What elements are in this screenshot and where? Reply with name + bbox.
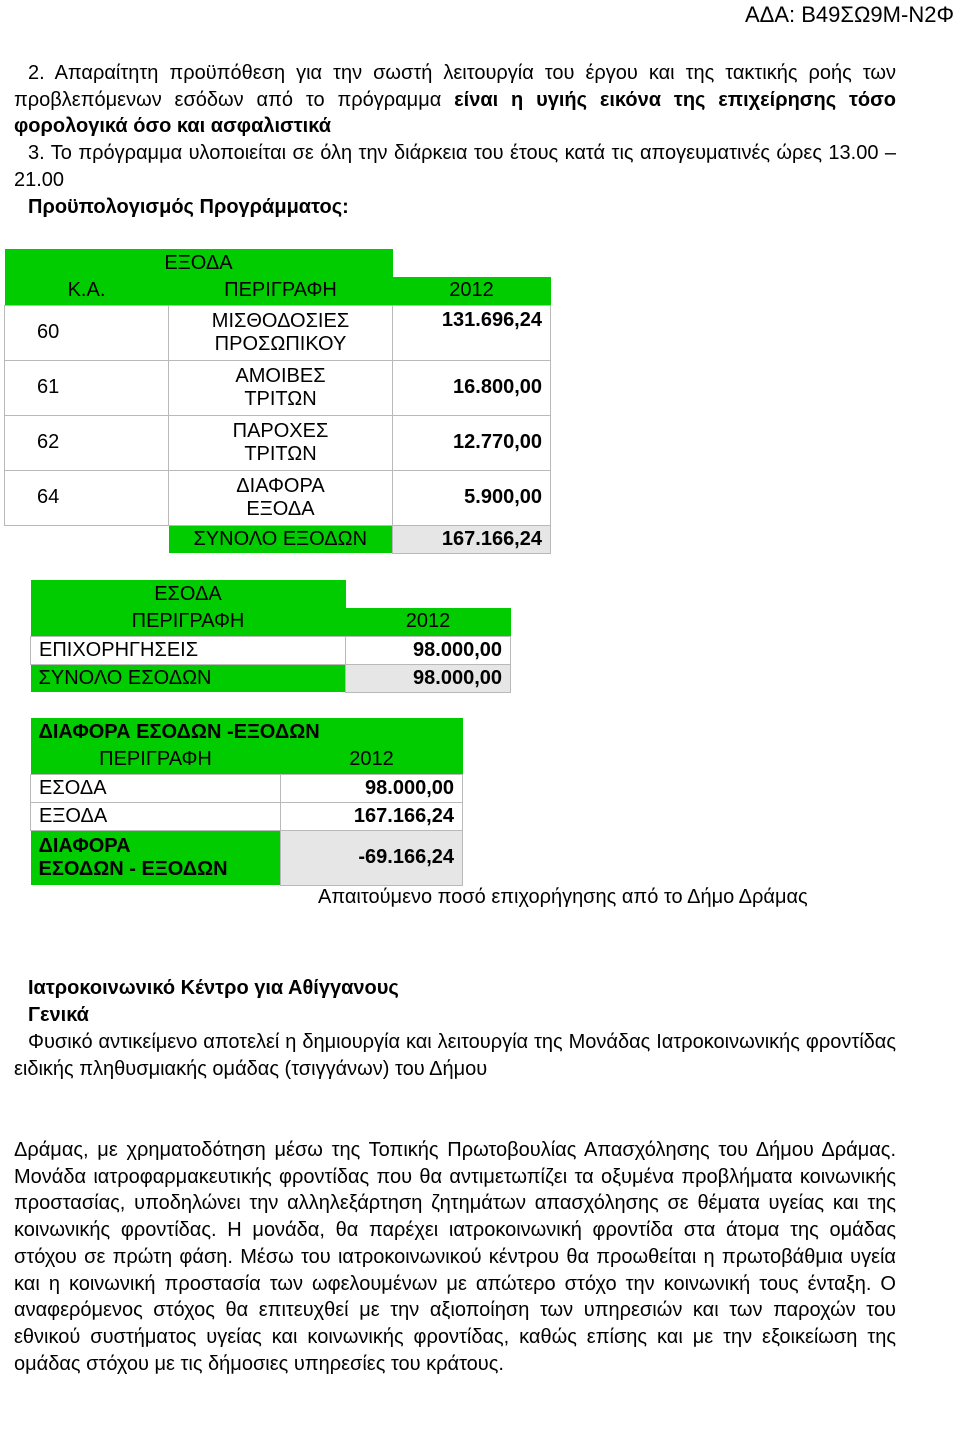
table-row: [31, 664, 511, 692]
expense-desc-line2: ΤΡΙΤΩΝ: [244, 387, 317, 410]
expenses-col-desc: ΠΕΡΙΓΡΑΦΗ: [169, 277, 393, 305]
expense-desc: [169, 470, 393, 525]
expenses-total-label: ΣΥΝΟΛΟ ΕΞΟΔΩΝ: [169, 525, 393, 553]
income-total-amount: 98.000,00: [346, 664, 511, 692]
difference-expense-label: ΕΞΟΔΑ: [31, 802, 281, 830]
expense-ka: 61: [5, 360, 169, 415]
difference-col-desc: ΠΕΡΙΓΡΑΦΗ: [31, 746, 281, 774]
expenses-title-spacer: [393, 249, 551, 277]
section-paragraph-1: [14, 1029, 896, 1082]
difference-expense-amount: 167.166,24: [281, 802, 463, 830]
intro-paragraph-3: [14, 140, 896, 193]
expense-desc-line1: ΑΜΟΙΒΕΣ: [235, 364, 326, 387]
section-paragraph-2: Δράμας, με χρηματοδότηση μέσω της Τοπικής Πρωτοβουλίας Απασχόλησης του Δήμου Δράμας. Μονάδα ιατροφαρμακευτικής φροντίδας που θα αντιμετωπίζει τα οξυμένα προβλήματα κοινωνικής προστασίας, υποδηλώνει την αλληλεξάρτηση ζητημάτων απασχόλησης σε θέματα υγείας και της κοινωνικής φροντίδας. Η μονάδα, θα παρέχει ιατροκοινωνική φροντίδα στα άτομα της ομάδας στόχου σε πρώτη φάση. Μέσω του ιατροκοινωνικού κέντρου θα προωθείται η πρωτοβάθμια υγεία και η κοινωνική προστασία των ωφελουμένων με απώτερο στόχο την κοινωνική τους ένταξη. Ο αναφερόμενος στόχος θα επιτευχθεί με την αξιοποίηση των υπηρεσιών και των παροχών του εθνικού συστήματος υγείας και κοινωνικής φροντίδας, καθώς επίσης και με την εξοικείωση της ομάδας στόχου με τις δήμοσιες υπηρεσίες του κράτους.: [14, 1139, 896, 1375]
expense-amount: 16.800,00: [393, 360, 551, 415]
expense-amount: 131.696,24: [393, 305, 551, 360]
difference-diff-amount: -69.166,24: [281, 830, 463, 885]
expense-desc-line1: ΜΙΣΘΟΔΟΣΙΕΣ: [211, 309, 350, 332]
income-row-amount: 98.000,00: [346, 636, 511, 664]
income-total-label: ΣΥΝΟΛΟ ΕΣΟΔΩΝ: [31, 664, 346, 692]
income-row-label: ΕΠΙΧΟΡΗΓΗΣΕΙΣ: [31, 636, 346, 664]
expense-desc: [169, 305, 393, 360]
section-title: Ιατροκοινωνικό Κέντρο για Αθίγγανους: [28, 977, 399, 999]
intro-paragraph-3-text: 3. Το πρόγραμμα υλοποιείται σε όλη την διάρκεια του έτους κατά τις απογευματινές ώρες 13.00 – 21.00: [14, 142, 896, 191]
expense-desc-line1: ΠΑΡΟΧΕΣ: [232, 419, 329, 442]
table-row: [5, 305, 551, 360]
intro-paragraph-2-text: 2. Απαραίτητη προϋπόθεση για την σωστή λειτουργία του έργου και της τακτικής ροής των προβλεπόμενων εσόδων από το πρόγραμμα: [14, 62, 896, 111]
table-row: [5, 415, 551, 470]
expense-desc-line2: ΤΡΙΤΩΝ: [244, 442, 317, 465]
section-paragraph-1-text: Φυσικό αντικείμενο αποτελεί η δημιουργία και λειτουργία της Μονάδας Ιατροκοινωνικής φροντίδας ειδικής πληθυσμιακής ομάδας (τσιγγάνων) του Δήμου: [14, 1031, 896, 1080]
expenses-total-amount: 167.166,24: [393, 525, 551, 553]
expenses-title: ΕΞΟΔΑ: [5, 249, 393, 277]
income-table: [30, 580, 511, 693]
difference-diff-label-line2: ΕΣΟΔΩΝ - ΕΞΟΔΩΝ: [38, 857, 228, 880]
difference-title: ΔΙΑΦΟΡΑ ΕΣΟΔΩΝ -ΕΞΟΔΩΝ: [31, 718, 463, 746]
budget-heading: Προϋπολογισμός Προγράμματος:: [28, 196, 349, 218]
income-col-year: 2012: [346, 608, 511, 636]
table-row: [5, 470, 551, 525]
expense-desc: [169, 415, 393, 470]
difference-income-amount: 98.000,00: [281, 774, 463, 802]
difference-col-year: 2012: [281, 746, 463, 774]
expenses-table: [4, 249, 551, 554]
income-title: ΕΣΟΔΑ: [31, 580, 346, 608]
intro-paragraph-2-bold: είναι η υγιής εικόνα της επιχείρησης τόσο φορολογικά όσο και ασφαλιστικά: [14, 88, 896, 138]
expense-desc: [169, 360, 393, 415]
expense-ka: 60: [5, 305, 169, 360]
difference-income-label: ΕΣΟΔΑ: [31, 774, 281, 802]
difference-diff-label: [31, 830, 281, 885]
expenses-col-year: 2012: [393, 277, 551, 305]
expense-desc-line1: ΔΙΑΦΟΡΑ: [236, 474, 325, 497]
expense-desc-line2: ΕΞΟΔΑ: [246, 497, 315, 520]
subsidy-note: Απαιτούμενο ποσό επιχορήγησης από το Δήμο Δράμας: [318, 886, 808, 908]
table-row: [31, 830, 463, 885]
difference-diff-label-line1: ΔΙΑΦΟΡΑ: [38, 834, 131, 857]
expense-ka: 64: [5, 470, 169, 525]
expense-amount: 5.900,00: [393, 470, 551, 525]
table-row: [5, 360, 551, 415]
section-subtitle: Γενικά: [28, 1004, 89, 1026]
expenses-col-ka: Κ.Α.: [5, 277, 169, 305]
intro-paragraph-2: [14, 60, 896, 140]
expense-amount: 12.770,00: [393, 415, 551, 470]
difference-table: [30, 718, 463, 886]
expense-ka: 62: [5, 415, 169, 470]
income-col-desc: ΠΕΡΙΓΡΑΦΗ: [31, 608, 346, 636]
table-row: [31, 636, 511, 664]
document-ada-code: ΑΔΑ: Β49ΣΩ9Μ-Ν2Φ: [744, 2, 954, 27]
table-row: [31, 802, 463, 830]
expense-desc-line2: ΠΡΟΣΩΠΙΚΟΥ: [214, 332, 347, 355]
income-title-spacer: [346, 580, 511, 608]
expenses-total-spacer: [5, 525, 169, 553]
table-row: [31, 774, 463, 802]
